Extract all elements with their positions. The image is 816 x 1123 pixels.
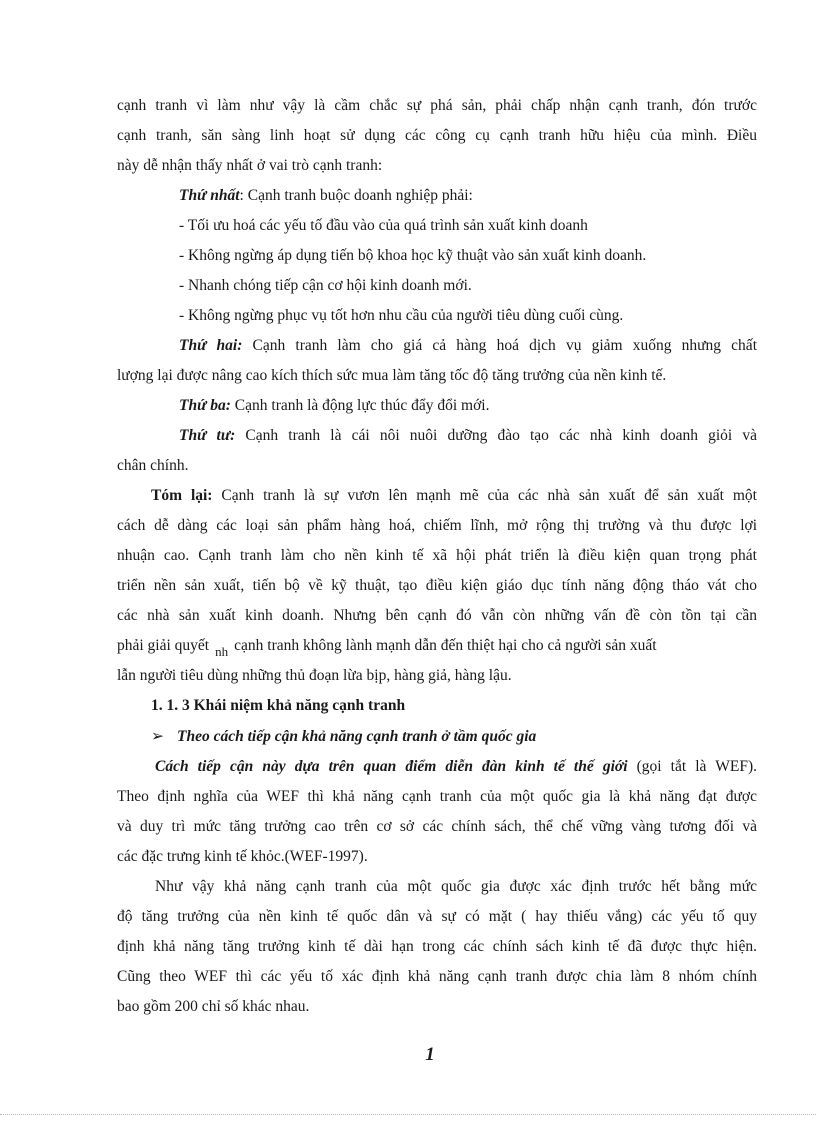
paragraph-line: nhuận cao. Cạnh tranh làm cho nền kinh tế xã hội phát triển là điều kiện quan trọng phát [117,547,757,564]
paragraph-line: bao gồm 200 chỉ số khác nhau. [117,998,310,1015]
first-role-text: : Cạnh tranh buộc doanh nghiệp phải: [239,187,473,204]
approach-line [155,757,757,777]
line-text: cạnh tranh không lành mạnh dẫn đến thiệt hại cho cả người sản xuất [234,637,657,654]
page-bottom-divider [0,1114,816,1115]
page-number: 1 [425,1044,435,1065]
paragraph-line: triển nền sản xuất, tiến bộ về kỹ thuật, tạo điều kiện giáo dục tính năng động tháo vát cho [117,577,757,594]
fourth-role-label: Thứ tư: [179,427,236,444]
paragraph-line: và duy trì mức tăng trưởng cao trên cơ sở các chính sách, thể chế vững vàng tương đối và [117,818,757,835]
fourth-role-text: Cạnh tranh là cái nôi nuôi dưỡng đào tạo các nhà kinh doanh giỏi và [235,427,757,444]
approach-tail: (gọi tắt là WEF). [627,758,757,775]
summary-label: Tóm lại: [151,487,213,504]
bullet-text: Theo cách tiếp cận khả năng cạnh tranh ở tầm quốc gia [177,728,537,745]
list-item: - Không ngừng phục vụ tốt hơn nhu cầu của người tiêu dùng cuối cùng. [179,307,624,324]
third-role-label: Thứ ba: [179,397,231,414]
paragraph-line: cạnh tranh vì làm như vậy là cầm chắc sự phá sản, phải chấp nhận cạnh tranh, đón trước [117,97,757,114]
summary-line [151,486,757,506]
first-role-line [179,186,757,206]
paragraph-line: độ tăng trưởng của nền kinh tế quốc dân và sự có mặt ( hay thiếu vắng) các yếu tố quy [117,908,757,925]
first-role-label: Thứ nhất [179,187,240,204]
fourth-role-line [179,426,757,446]
paragraph-line: Cũng theo WEF thì các yếu tố xác định khả năng cạnh tranh được chia làm 8 nhóm chính [117,968,757,985]
second-role-line [179,336,757,356]
paragraph-line: Theo định nghĩa của WEF thì khả năng cạnh tranh của một quốc gia là khả năng đạt được [117,788,757,805]
paragraph-line: Như vậy khả năng cạnh tranh của một quốc gia được xác định trước hết bằng mức [155,878,757,895]
list-item: - Không ngừng áp dụng tiến bộ khoa học kỹ thuật vào sản xuất kinh doanh. [179,247,647,264]
second-role-text: Cạnh tranh làm cho giá cả hàng hoá dịch vụ giảm xuống nhưng chất [242,337,757,354]
paragraph-line: định khả năng tăng trưởng kinh tế dài hạn trong các chính sách kinh tế đã được thực hiện. [117,938,757,955]
third-role-text: Cạnh tranh là động lực thúc đẩy đổi mới. [230,397,490,414]
approach-lead: Cách tiếp cận này dựa trên quan điểm diễn đàn kinh tế thế giới [155,758,628,775]
list-item: - Nhanh chóng tiếp cận cơ hội kinh doanh mới. [179,277,472,294]
paragraph-line: này dễ nhận thấy nhất ở vai trò cạnh tranh: [117,157,383,174]
line-text: phải giải quyết [117,637,210,654]
paragraph-line: cạnh tranh, săn sàng linh hoạt sử dụng các công cụ cạnh tranh hữu hiệu của mình. Điều [117,127,757,144]
paragraph-line: các đặc trưng kinh tế khỏc.(WEF-1997). [117,848,368,865]
list-item: - Tối ưu hoá các yếu tố đầu vào của quá trình sản xuất kinh doanh [179,217,588,234]
paragraph-line: cách dễ dàng các loại sản phẩm hàng hoá, chiếm lĩnh, mở rộng thị trường và thu được lợi [117,517,757,534]
subscript-text: nh [215,644,229,659]
section-heading: 1. 1. 3 Khái niệm khả năng cạnh tranh [151,697,406,714]
paragraph-line: lượng lại được nâng cao kích thích sức mua làm tăng tốc độ tăng trưởng của nền kinh tế. [117,367,667,384]
paragraph-line [117,636,757,659]
paragraph-line: các nhà sản xuất kinh doanh. Nhưng bên cạnh đó vẫn còn những vấn đề còn tồn tại cần [117,607,757,624]
paragraph-line: chân chính. [117,457,189,474]
third-role-line [179,396,757,416]
summary-text: Cạnh tranh là sự vươn lên mạnh mẽ của các nhà sản xuất để sản xuất một [212,487,757,504]
bullet-heading [151,727,757,747]
paragraph-line: lẫn người tiêu dùng những thủ đoạn lừa bịp, hàng giả, hàng lậu. [117,667,512,684]
arrow-bullet-icon: ➢ [151,728,164,745]
second-role-label: Thứ hai: [179,337,243,354]
